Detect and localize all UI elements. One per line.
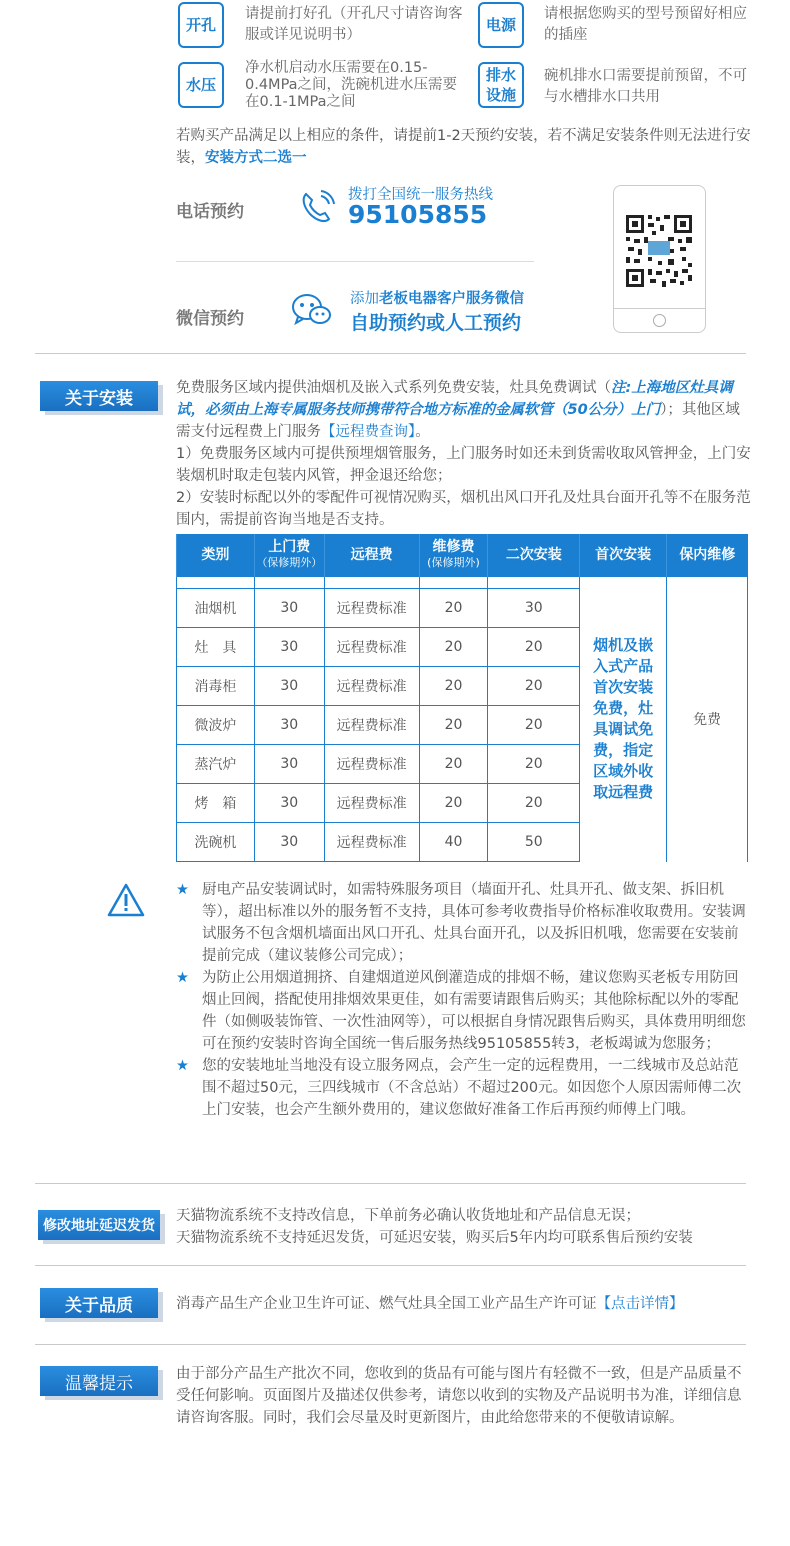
install-point-2: 2）安装时标配以外的零配件可视情况购买，烟机出风口开孔及灶具台面开孔等不在服务范围内，需提前咨询当地是否支持。 [176,490,751,528]
wechat-booking-label: 微信预约 [176,309,244,329]
drilling-icon: 开孔 [178,2,224,48]
quality-text: 消毒产品生产企业卫生许可证、燃气灶具全国工业产品生产许可证【点击详情】 [176,1296,684,1312]
table-row: 油烟机 30 远程费标准 20 30 [177,589,748,628]
fee-table-header [177,534,748,577]
phone-line: 拨打全国统一服务热线 [348,187,493,203]
hotline-number[interactable]: 95105855 [348,200,488,229]
install-notes [176,879,751,1121]
table-row: 灶 具 30 远程费标准 20 20 [177,628,748,667]
table-row: 烤 箱 30 远程费标准 20 20 [177,784,748,823]
tips-section-label: 温馨提示 [40,1366,158,1396]
warranty-repair-cell: 免费 [667,577,748,862]
note-item: ★ 您的安装地址当地没有设立服务网点，会产生一定的远程费用，一二线城市及总站范围不超过50元，三四线城市（不含总站）不超过200元。如因您个人原因需师傅二次上门安装，也会产生额外费用的，建议您做好准备工作后再预约师傅上门哦。 [176,1055,751,1121]
address-section-label: 修改地址延迟发货 [38,1210,160,1240]
note-item: ★ 为防止公用烟道拥挤、自建烟道逆风倒灌造成的排烟不畅，建议您购买老板专用防回烟止回阀，搭配使用排烟效果更佳，如有需要请跟售后购买；其他除标配以外的零配件（如侧吸装饰管、一次性油网等），可以根据自身情况跟售后购买，具体费用明细您可在预约安装时咨询全国统一售后服务热线95105855转3，老板竭诚为您服务； [176,967,751,1055]
water-pressure-text: 净水机启动水压需要在0.15-0.4MPa之间，洗碗机进水压需要在0.1-1MPa之间 [245,60,458,110]
table-row: 微波炉 30 远程费标准 20 20 [177,706,748,745]
booking-note: 若购买产品满足以上相应的条件，请提前1-2天预约安装，若不满足安装条件则无法进行安装，安装方式二选一 [176,128,751,166]
divider [35,1183,746,1184]
divider [35,353,746,354]
drainage-icon: 排水设施 [478,62,524,108]
phone-mockup [613,185,706,333]
water-pressure-icon: 水压 [178,62,224,108]
phone-icon [297,188,337,232]
power-text: 请根据您购买的型号预留好相应的插座 [544,6,747,43]
install-point-1: 1）免费服务区域内可提供预埋烟管服务，上门服务时如还未到货需收取风管押金，上门安装烟机时取走包装内风管，押金退还给您； [176,446,751,484]
first-install-cell: 烟机及嵌入式产品首次安装免费，灶具调试免费，指定区域外收取远程费 [580,577,667,862]
star-icon: ★ [176,970,189,986]
table-row: 洗碗机 30 远程费标准 40 50 [177,823,748,862]
tips-text: 由于部分产品生产批次不同，您收到的货品有可能与图片有轻微不一致，但是产品质量不受任何影响。页面图片及描述仅供参考，请您以收到的实物及产品说明书为准，详细信息请咨询客服。同时，我们会尽量及时更新图片，由此给您带来的不便敬请谅解。 [176,1366,742,1426]
divider [35,1265,746,1266]
wechat-line1: 添加老板电器客户服务微信 [350,291,524,307]
star-icon: ★ [176,882,189,898]
header-warranty-repair: 保内维修 [667,534,748,577]
table-row: 蒸汽炉 30 远程费标准 20 20 [177,745,748,784]
wechat-line2: 自助预约或人工预约 [350,312,522,334]
warning-icon [106,882,146,922]
home-button-icon [653,314,666,327]
details-link[interactable]: 【点击详情】 [596,1296,684,1312]
note-item: ★ 厨电产品安装调试时，如需特殊服务项目（墙面开孔、灶具开孔、做支架、拆旧机等），超出标准以外的服务暂不支持，具体可参考收费指导价格标准收取费用。安装调试服务不包含烟机墙面出风口开孔、灶具台面开孔，以及拆旧机哦，您需要在安装前提前完成（建议装修公司完成）； [176,879,751,967]
install-intro: 免费服务区域内提供油烟机及嵌入式系列免费安装，灶具免费调试（注:上海地区灶具调试，必须由上海专属服务技师携带符合地方标准的金属软管（50公分）上门）；其他区域需支付远程费上门服务【远程费查询】。 [176,380,740,440]
drilling-text: 请提前打好孔（开孔尺寸请咨询客服或详见说明书） [245,6,463,43]
qr-code[interactable] [623,212,695,290]
header-remote-fee: 远程费 [324,534,419,577]
header-repair-fee: 维修费 (保修期外) [419,534,488,577]
divider [176,261,534,262]
remote-fee-link[interactable]: 【远程费查询】 [321,424,416,440]
fee-table [176,534,748,862]
header-category: 类别 [177,534,255,577]
drainage-text: 碗机排水口需要提前预留，不可与水槽排水口共用 [544,68,747,105]
install-section-label: 关于安装 [40,381,158,411]
header-first-install: 首次安装 [580,534,667,577]
phone-booking-label: 电话预约 [176,202,244,222]
star-icon: ★ [176,1058,189,1074]
header-visit-fee: 上门费 （保修期外） [254,534,324,577]
address-line-1: 天猫物流系统不支持改信息，下单前务必确认收货地址和产品信息无误； [176,1208,640,1224]
divider [35,1344,746,1345]
quality-section-label: 关于品质 [40,1288,158,1318]
address-line-2: 天猫物流系统不支持延迟发货，可延迟安装，购买后5年内均可联系售后预约安装 [176,1230,693,1246]
table-row: 消毒柜 30 远程费标准 20 20 [177,667,748,706]
wechat-icon [290,290,334,334]
header-second-install: 二次安装 [488,534,580,577]
power-icon: 电源 [478,2,524,48]
